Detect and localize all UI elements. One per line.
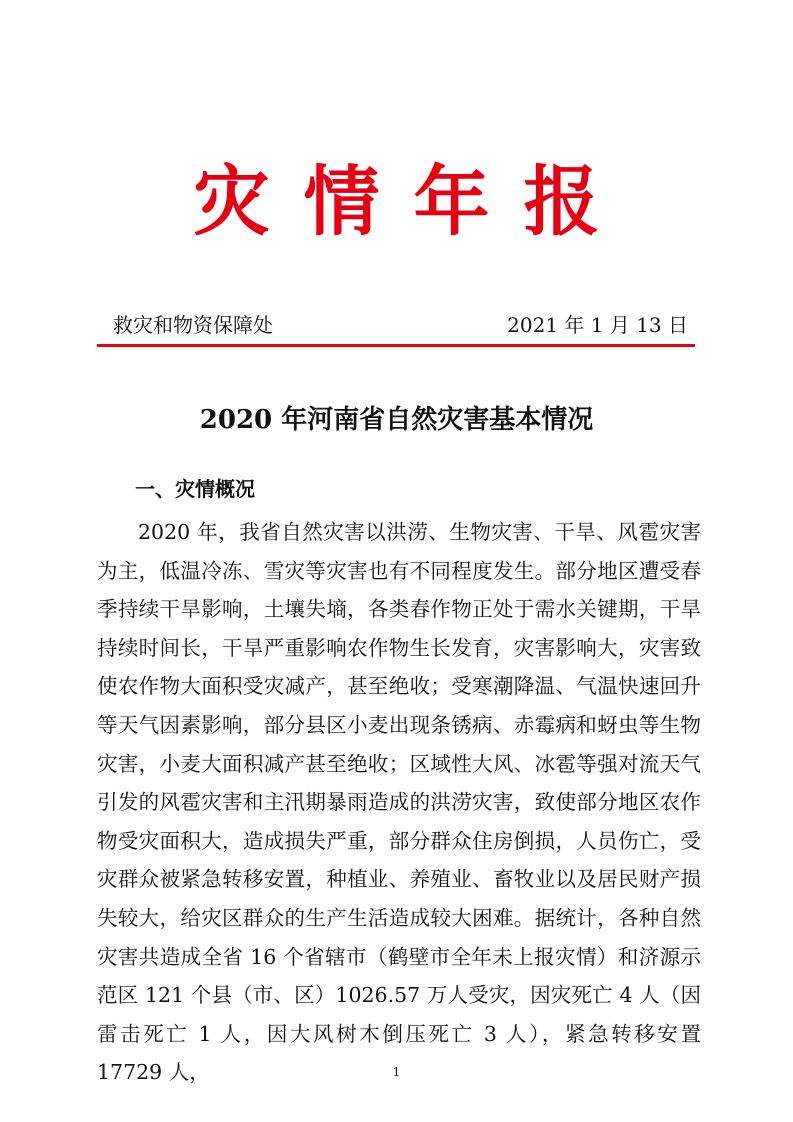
issue-date: 2021 年 1 月 13 日 (507, 313, 688, 337)
section-heading: 一、灾情概况 (135, 477, 255, 501)
red-divider (97, 344, 695, 347)
page-number: 1 (392, 1065, 401, 1079)
document-title: 2020 年河南省自然灾害基本情况 (199, 405, 594, 435)
masthead-title: 灾情年报 (193, 157, 634, 246)
body-paragraph: 2020 年，我省自然灾害以洪涝、生物灾害、干旱、风雹灾害为主，低温冷冻、雪灾等灾害也有不同程度发生。部分地区遭受春季持续干旱影响，土壤失墒，各类春作物正处于需水关键期，干旱持续时间长，干旱严重影响农作物生长发育，灾害影响大，灾害致使农作物大面积受灾减产，甚至绝收；受寒潮降温、气温快速回升等天气因素影响，部分县区小麦出现条锈病、赤霉病和蚜虫等生物灾害，小麦大面积减产甚至绝收；区域性大风、冰雹等强对流天气引发的风雹灾害和主汛期暴雨造成的洪涝灾害，致使部分地区农作物受灾面积大，造成损失严重，部分群众住房倒损，人员伤亡，受灾群众被紧急转移安置，种植业、养殖业、畜牧业以及居民财产损失较大，给灾区群众的生产生活造成较大困难。据统计，各种自然灾害共造成全省 16 个省辖市（鹤壁市全年未上报灾情）和济源示范区 121 个县（市、区）1026.57 万人受灾，因灾死亡 4 人（因雷击死亡 1 人，因大风树木倒压死亡 3 人），紧急转移安置 17729 人， (97, 520, 701, 1085)
issuing-department: 救灾和物资保障处 (113, 313, 273, 337)
header-meta (113, 310, 688, 340)
